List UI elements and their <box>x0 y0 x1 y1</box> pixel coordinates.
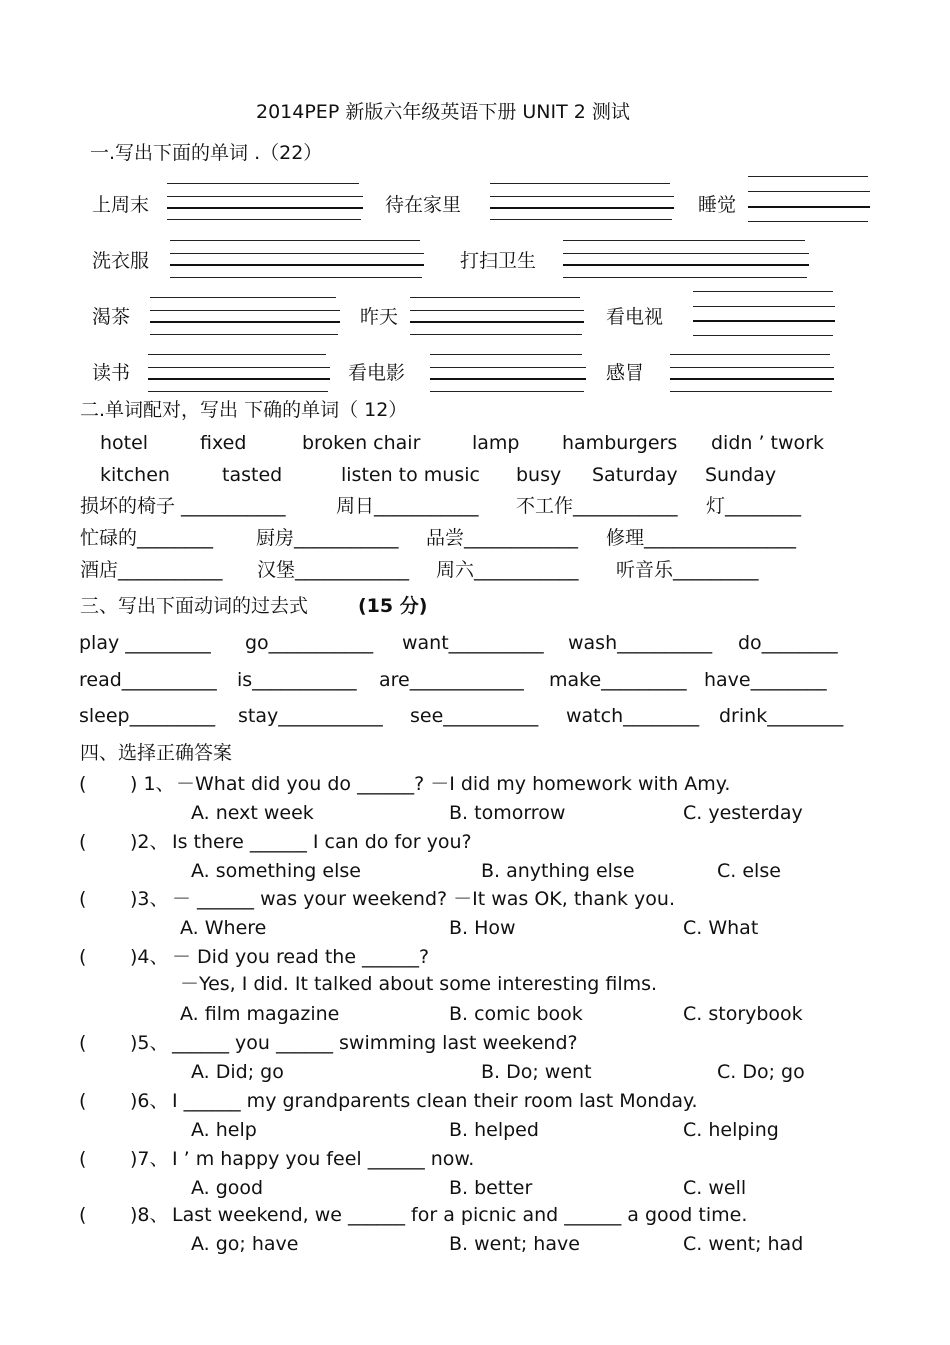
writing-line[interactable] <box>167 207 363 209</box>
writing-line[interactable] <box>430 391 584 392</box>
match-blank[interactable]: 厨房___________ <box>256 527 399 549</box>
writing-line[interactable] <box>410 321 584 323</box>
writing-line[interactable] <box>490 196 674 197</box>
answer-bracket-open[interactable]: ( <box>79 831 87 853</box>
word-bank-item: listen to music <box>341 464 480 486</box>
option-b[interactable]: B. Do; went <box>481 1061 592 1083</box>
writing-line[interactable] <box>693 335 833 336</box>
word-bank-item: busy <box>516 464 562 486</box>
question-text: － Did you read the ______? <box>172 946 430 968</box>
writing-line[interactable] <box>693 320 835 322</box>
word-watch-film: 看电影 <box>348 362 406 384</box>
option-b[interactable]: B. How <box>449 917 516 939</box>
writing-line[interactable] <box>430 378 586 380</box>
writing-line[interactable] <box>430 354 582 355</box>
writing-line[interactable] <box>693 306 835 307</box>
question-text: － ______ was your weekend? －It was OK, thank you. <box>172 888 675 910</box>
writing-line[interactable] <box>563 264 809 266</box>
question-text: ______ you ______ swimming last weekend? <box>172 1032 578 1054</box>
word-bank-item: hamburgers <box>562 432 678 454</box>
question-number: )8、 <box>130 1204 169 1226</box>
option-c[interactable]: C. storybook <box>683 1003 803 1025</box>
writing-line[interactable] <box>167 196 363 197</box>
match-blank[interactable]: 损坏的椅子 ___________ <box>80 495 286 517</box>
match-blank[interactable]: 汉堡____________ <box>257 559 410 581</box>
past-tense-blank[interactable]: read__________ <box>79 669 217 691</box>
writing-line[interactable] <box>748 206 870 208</box>
word-wash-clothes: 洗衣服 <box>92 250 150 272</box>
match-blank[interactable]: 听音乐_________ <box>616 559 759 581</box>
match-blank[interactable]: 周六___________ <box>436 559 579 581</box>
section-4-heading: 四、选择正确答案 <box>80 742 233 764</box>
option-a[interactable]: A. good <box>191 1177 264 1199</box>
writing-line[interactable] <box>670 391 832 392</box>
section-3-points: (15 分) <box>358 595 428 617</box>
option-c[interactable]: C. Do; go <box>717 1061 805 1083</box>
question-number: )5、 <box>130 1032 169 1054</box>
match-blank[interactable]: 忙碌的________ <box>80 527 214 549</box>
past-tense-blank[interactable]: wash__________ <box>568 632 713 654</box>
question-number: )6、 <box>130 1090 169 1112</box>
writing-line[interactable] <box>410 310 584 311</box>
match-blank[interactable]: 周日___________ <box>336 495 479 517</box>
writing-line[interactable] <box>563 277 807 278</box>
past-tense-blank[interactable]: do________ <box>738 632 838 654</box>
writing-line[interactable] <box>148 391 328 392</box>
writing-line[interactable] <box>430 367 586 368</box>
question-number: ) 1、 <box>130 773 175 795</box>
answer-bracket-open[interactable]: ( <box>79 946 87 968</box>
past-tense-blank[interactable]: go___________ <box>245 632 374 654</box>
writing-line[interactable] <box>150 310 340 311</box>
match-blank[interactable]: 修理________________ <box>606 527 797 549</box>
word-yesterday: 昨天 <box>360 306 399 328</box>
answer-bracket-open[interactable]: ( <box>79 1090 87 1112</box>
writing-line[interactable] <box>148 378 330 380</box>
writing-line[interactable] <box>410 297 580 298</box>
writing-line[interactable] <box>490 183 670 184</box>
writing-line[interactable] <box>170 277 422 278</box>
writing-line[interactable] <box>170 240 420 241</box>
option-c[interactable]: C. helping <box>683 1119 779 1141</box>
word-bank-item: kitchen <box>100 464 170 486</box>
writing-line[interactable] <box>670 367 834 368</box>
writing-line[interactable] <box>563 253 809 254</box>
writing-line[interactable] <box>748 221 868 222</box>
past-tense-blank[interactable]: make_________ <box>549 669 687 691</box>
word-read-book: 读书 <box>92 362 131 384</box>
match-blank[interactable]: 不工作___________ <box>516 495 678 517</box>
past-tense-blank[interactable]: want__________ <box>402 632 544 654</box>
word-bank-item: Sunday <box>705 464 777 486</box>
match-blank[interactable]: 灯________ <box>706 495 802 517</box>
past-tense-blank[interactable]: play _________ <box>79 632 211 654</box>
writing-line[interactable] <box>490 207 674 209</box>
word-clean-room: 打扫卫生 <box>460 250 537 272</box>
writing-line[interactable] <box>670 354 830 355</box>
word-drink-tea: 渴茶 <box>92 306 131 328</box>
answer-bracket-open[interactable]: ( <box>79 1032 87 1054</box>
writing-line[interactable] <box>170 253 424 254</box>
writing-line[interactable] <box>167 219 361 220</box>
past-tense-blank[interactable]: are____________ <box>379 669 524 691</box>
writing-line[interactable] <box>150 297 336 298</box>
question-text-reply: －Yes, I did. It talked about some interesting films. <box>180 973 658 995</box>
question-text: －What did you do ______? －I did my homework with Amy. <box>176 773 731 795</box>
answer-bracket-open[interactable]: ( <box>79 773 87 795</box>
option-a[interactable]: A. film magazine <box>180 1003 340 1025</box>
past-tense-blank[interactable]: see__________ <box>410 705 539 727</box>
word-cold: 感冒 <box>606 362 645 384</box>
section-1-heading: 一.写出下面的单词 .（22） <box>90 142 323 164</box>
answer-bracket-open[interactable]: ( <box>79 1204 87 1226</box>
past-tense-blank[interactable]: is___________ <box>237 669 357 691</box>
writing-line[interactable] <box>150 334 338 335</box>
writing-line[interactable] <box>563 240 805 241</box>
option-b[interactable]: B. anything else <box>481 860 635 882</box>
option-a[interactable]: A. Where <box>180 917 267 939</box>
option-b[interactable]: B. comic book <box>449 1003 583 1025</box>
writing-line[interactable] <box>748 191 870 192</box>
option-b[interactable]: B. better <box>449 1177 533 1199</box>
writing-line[interactable] <box>748 176 868 177</box>
word-watch-tv: 看电视 <box>606 306 664 328</box>
option-a[interactable]: A. go; have <box>191 1233 299 1255</box>
past-tense-blank[interactable]: stay___________ <box>238 705 383 727</box>
writing-line[interactable] <box>170 264 424 266</box>
option-b[interactable]: B. helped <box>449 1119 539 1141</box>
option-b[interactable]: B. tomorrow <box>449 802 566 824</box>
answer-bracket-open[interactable]: ( <box>79 1148 87 1170</box>
match-blank[interactable]: 酒店___________ <box>80 559 223 581</box>
option-c[interactable]: C. went; had <box>683 1233 804 1255</box>
question-number: )3、 <box>130 888 169 910</box>
section-2-heading: 二.单词配对，写出 下确的单词（ 12） <box>80 399 408 421</box>
question-number: )7、 <box>130 1148 169 1170</box>
word-bank-item: tasted <box>222 464 283 486</box>
word-bank-item: Saturday <box>592 464 678 486</box>
option-c[interactable]: C. What <box>683 917 759 939</box>
match-blank[interactable]: 品尝____________ <box>426 527 579 549</box>
writing-line[interactable] <box>410 334 582 335</box>
writing-line[interactable] <box>693 291 833 292</box>
writing-line[interactable] <box>167 183 359 184</box>
writing-line[interactable] <box>150 321 340 323</box>
writing-line[interactable] <box>148 367 330 368</box>
section-3-heading: 三、写出下面动词的过去式 <box>80 595 309 617</box>
option-c[interactable]: C. else <box>717 860 781 882</box>
past-tense-blank[interactable]: drink________ <box>719 705 844 727</box>
word-bank-item: fixed <box>200 432 247 454</box>
option-c[interactable]: C. well <box>683 1177 747 1199</box>
option-a[interactable]: A. something else <box>191 860 361 882</box>
writing-line[interactable] <box>490 219 672 220</box>
option-b[interactable]: B. went; have <box>449 1233 580 1255</box>
option-a[interactable]: A. help <box>191 1119 257 1141</box>
word-weekend: 上周末 <box>92 194 150 216</box>
word-bank-item: lamp <box>472 432 520 454</box>
word-bank-item: didn ’ twork <box>711 432 824 454</box>
question-number: )2、 <box>130 831 169 853</box>
word-bank-item: hotel <box>100 432 149 454</box>
answer-bracket-open[interactable]: ( <box>79 888 87 910</box>
writing-line[interactable] <box>148 354 326 355</box>
page-title: 2014PEP 新版六年级英语下册 UNIT 2 测试 <box>256 101 630 123</box>
question-text: Last weekend, we ______ for a picnic and ______ a good time. <box>172 1204 748 1226</box>
word-stay-home: 待在家里 <box>385 194 462 216</box>
writing-line[interactable] <box>670 378 834 380</box>
past-tense-blank[interactable]: watch________ <box>566 705 700 727</box>
past-tense-blank[interactable]: have________ <box>704 669 827 691</box>
option-c[interactable]: C. yesterday <box>683 802 803 824</box>
question-number: )4、 <box>130 946 169 968</box>
question-text: I ’ m happy you feel ______ now. <box>172 1148 475 1170</box>
option-a[interactable]: A. Did; go <box>191 1061 284 1083</box>
option-a[interactable]: A. next week <box>191 802 314 824</box>
question-text: I ______ my grandparents clean their room last Monday. <box>172 1090 698 1112</box>
word-bank-item: broken chair <box>302 432 421 454</box>
past-tense-blank[interactable]: sleep_________ <box>79 705 216 727</box>
word-sleep: 睡觉 <box>698 194 737 216</box>
question-text: Is there ______ I can do for you? <box>172 831 472 853</box>
